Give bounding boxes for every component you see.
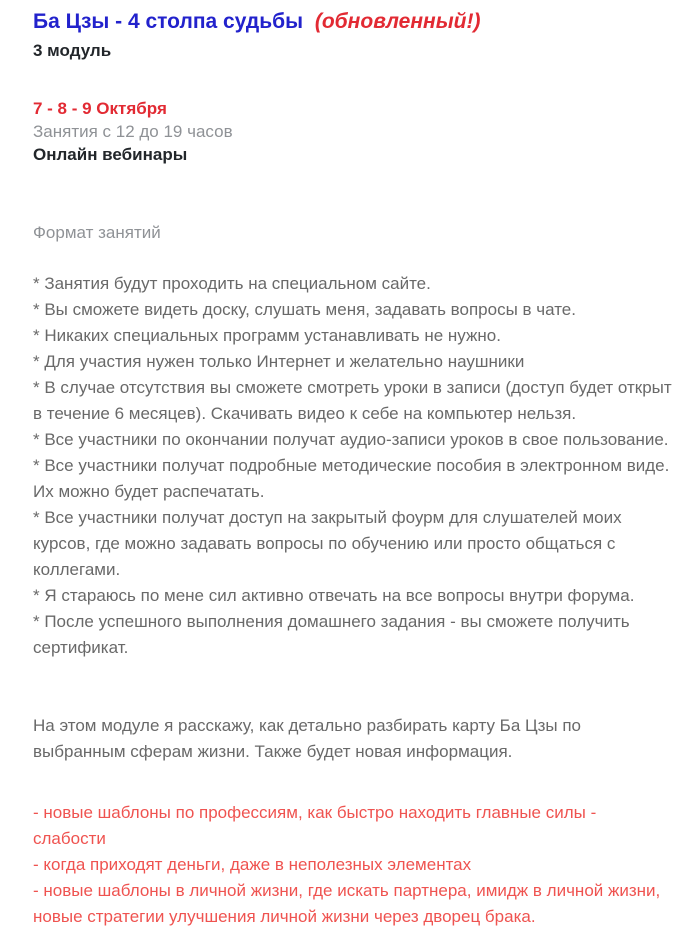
format-item: * Занятия будут проходить на специальном сайте. xyxy=(33,274,431,293)
format-list xyxy=(33,271,673,661)
module-description: На этом модуле я расскажу, как детально разбирать карту Ба Цзы по выбранным сферам жизни. Также будет новая информация. xyxy=(33,716,581,761)
format-item: * Я стараюсь по мене сил активно отвечать на все вопросы внутри форума. xyxy=(33,586,635,605)
format-item: * В случае отсутствия вы сможете смотреть уроки в записи (доступ будет открыт в течение 6 месяцев). Скачивать видео к себе на компьютер нельзя. xyxy=(33,378,672,423)
highlight-item: - когда приходят деньги, даже в неполезных элементах xyxy=(33,855,472,874)
updated-badge: (обновленный!) xyxy=(314,10,481,33)
format-item: * Для участия нужен только Интернет и желательно наушники xyxy=(33,352,525,371)
highlight-item: - новые шаблоны по профессиям, как быстро находить главные силы - слабости xyxy=(33,803,597,848)
course-title: Ба Цзы - 4 столпа судьбы xyxy=(33,10,304,33)
format-item: * Все участники получат доступ на закрытый фоурм для слушателей моих курсов, где можно задавать вопросы по обучению или просто общаться с коллегами. xyxy=(33,508,622,579)
format-item: * Все участники получат подробные методические пособия в электронном виде. Их можно будет распечатать. xyxy=(33,456,670,501)
format-item: * Никаких специальных программ устанавливать не нужно. xyxy=(33,326,501,345)
format-item: * После успешного выполнения домашнего задания - вы сможете получить сертификат. xyxy=(33,612,630,657)
class-hours: Занятия с 12 до 19 часов xyxy=(33,122,233,141)
format-item: * Все участники по окончании получат аудио-записи уроков в свое пользование. xyxy=(33,430,669,449)
module-number: 3 модуль xyxy=(33,41,112,60)
highlight-item: - новые шаблоны в личной жизни, где искать партнера, имидж в личной жизни, новые стратегии улучшения личной жизни через дворец брака. xyxy=(33,881,661,926)
format-heading: Формат занятий xyxy=(33,223,161,242)
webinar-format: Онлайн вебинары xyxy=(33,145,188,164)
page-title xyxy=(33,9,673,35)
highlights-list xyxy=(33,800,673,930)
course-dates: 7 - 8 - 9 Октября xyxy=(33,99,167,118)
format-item: * Вы сможете видеть доску, слушать меня, задавать вопросы в чате. xyxy=(33,300,576,319)
